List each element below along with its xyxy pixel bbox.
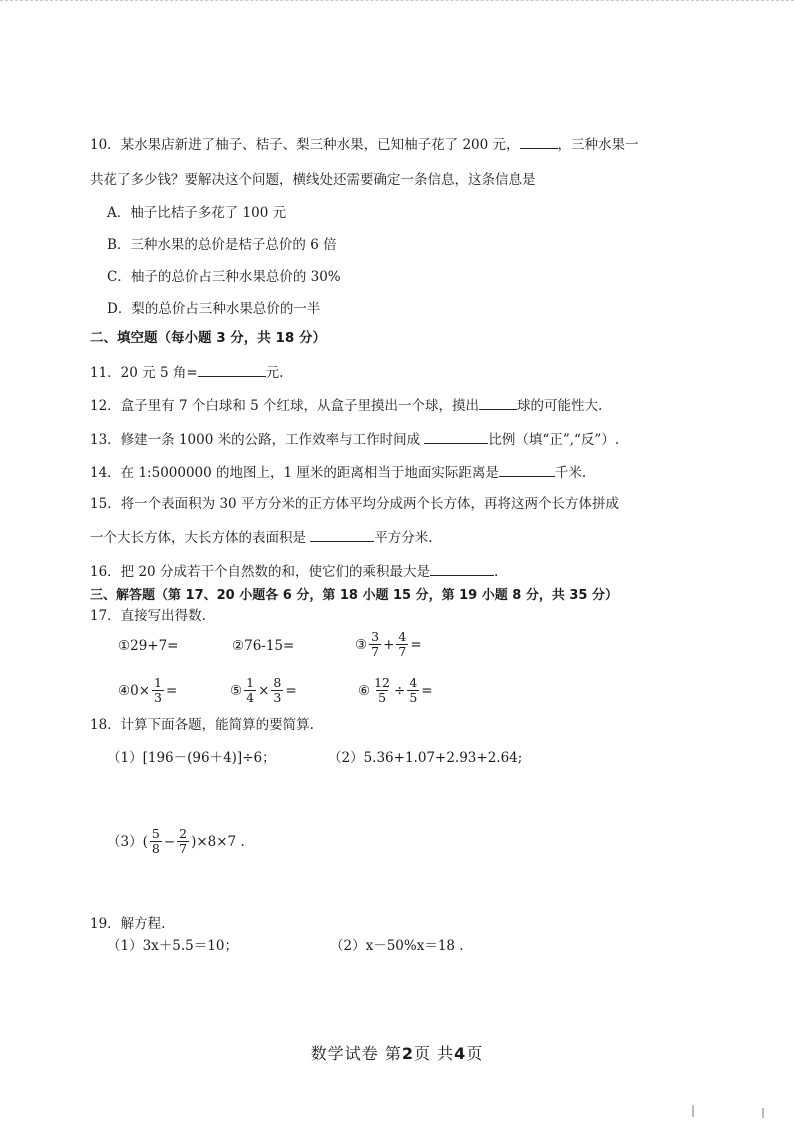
q19-title: 19．解方程.: [90, 916, 166, 932]
numerator: 8: [273, 675, 282, 690]
q17-item-5-label: ⑤: [230, 682, 243, 699]
fraction: [396, 630, 408, 659]
q16-blank: [430, 562, 494, 576]
q13-text-a: 13．修建一条 1000 米的公路，工作效率与工作时间成: [90, 432, 425, 448]
fraction: [271, 676, 283, 705]
q11-text-b: 元.: [265, 365, 284, 381]
operator: ÷: [394, 682, 406, 699]
denominator: 5: [378, 690, 387, 705]
q12-text-b: 球的可能性大.: [517, 398, 603, 414]
q15-line2: [90, 528, 433, 548]
q11-blank: [198, 363, 266, 377]
equals: =: [410, 636, 422, 653]
section-3-title: 三、解答题（第 17、20 小题各 6 分，第 18 小题 15 分，第 19 小题 8 分，共 35 分）: [90, 588, 618, 603]
scan-mark: [692, 1105, 694, 1117]
q13: [90, 430, 619, 450]
q10-option-d: D．梨的总价占三种水果总价的一半: [107, 301, 321, 317]
q17-item-1: ①29+7=: [118, 638, 179, 654]
q17-item-2: ②76-15=: [232, 638, 295, 654]
q19-part-2: （2）x－50%x＝18 .: [330, 938, 464, 954]
scan-mark: [762, 1108, 764, 1118]
numerator: 1: [154, 675, 162, 690]
numerator: 1: [246, 675, 255, 690]
q15-line1: 15．将一个表面积为 30 平方分米的正方体平均分成两个长方体，再将这两个长方体拼成: [90, 496, 619, 512]
q19-part-1: （1）3x＋5.5＝10；: [107, 938, 238, 954]
footer-page-number: 2: [401, 1044, 414, 1063]
q18-part-3-rest: )×8×7 .: [191, 833, 245, 850]
page-footer: [0, 1041, 794, 1064]
q10-text-b: ，三种水果一: [557, 137, 639, 153]
q13-blank: [424, 430, 488, 444]
equals: =: [165, 682, 178, 699]
fraction: [369, 630, 381, 659]
q12-text-a: 12．盒子里有 7 个白球和 5 个红球，从盒子里摸出一个球，摸出: [90, 398, 480, 414]
scan-top-edge: [0, 0, 794, 5]
footer-page-prefix: 第: [384, 1044, 402, 1063]
numerator: 4: [398, 629, 407, 644]
denominator: 7: [179, 841, 188, 856]
q16-text-a: 16．把 20 分成若干个自然数的和，使它们的乘积最大是: [90, 564, 430, 580]
q11-text-a: 11．20 元 5 角=: [90, 365, 198, 381]
q10-line2: 共花了多少钱？要解决这个问题，横线处还需要确定一条信息，这条信息是: [90, 172, 536, 188]
q14-blank: [499, 463, 555, 477]
denominator: 8: [151, 841, 160, 856]
q16: [90, 562, 498, 582]
q14-text-a: 14．在 1:5000000 的地图上，1 厘米的距离相当于地面实际距离是: [90, 465, 499, 481]
numerator: 12: [374, 675, 391, 690]
q15-text-b: 平方分米.: [374, 530, 433, 546]
operator: ×: [258, 682, 270, 699]
q18-title: 18．计算下面各题，能简算的要简算.: [90, 717, 314, 733]
q17-item-3: [355, 630, 422, 659]
q14-text-b: 千米.: [554, 465, 587, 481]
operator: +: [383, 636, 395, 653]
footer-subject: 数学试卷: [310, 1044, 379, 1063]
denominator: 5: [409, 690, 418, 705]
numerator: 3: [371, 629, 380, 644]
fraction: [407, 676, 419, 705]
q17-item-6-label: ⑥: [358, 682, 371, 699]
q12-blank: [479, 396, 517, 410]
footer-page-suffix: 页: [466, 1044, 484, 1063]
q18-part-3: [107, 827, 245, 856]
fraction: [152, 676, 164, 705]
numerator: 2: [179, 826, 188, 841]
q15-blank: [310, 528, 374, 542]
q13-text-b: 比例（填“正”,“反”）.: [488, 432, 620, 448]
fraction: [372, 676, 392, 705]
q17-item-4: [118, 676, 177, 705]
denominator: 3: [273, 690, 282, 705]
q10-option-a: A．柚子比桔子多花了 100 元: [107, 205, 287, 221]
q17-item-5: [230, 676, 297, 705]
numerator: 5: [151, 826, 160, 841]
denominator: 7: [398, 644, 407, 659]
q12: [90, 396, 602, 416]
q10-line1: [90, 135, 639, 155]
q10-blank: [520, 135, 558, 149]
operator: −: [163, 833, 176, 850]
fraction: [177, 827, 189, 856]
q18-part-1: （1）[196－(96＋4)]÷6；: [107, 750, 276, 766]
q17-item-4-label: ④: [118, 682, 131, 699]
q10-option-c: C．柚子的总价占三种水果总价的 30%: [107, 269, 341, 285]
q17-item-4-prefix: 0×: [130, 682, 151, 699]
denominator: 3: [154, 690, 162, 705]
q18-part-2: （2）5.36+1.07+2.93+2.64;: [328, 750, 523, 766]
q14: [90, 463, 586, 483]
fraction: [244, 676, 256, 705]
q15-text-a: 一个大长方体，大长方体的表面积是: [90, 530, 311, 546]
denominator: 4: [246, 690, 255, 705]
q18-part-3-label: （3）(: [107, 833, 148, 850]
q11: [90, 363, 283, 383]
q17-title: 17．直接写出得数.: [90, 608, 206, 624]
q17-item-3-label: ③: [355, 636, 368, 653]
q17-item-6: [358, 676, 433, 705]
fraction: [150, 827, 162, 856]
numerator: 4: [409, 675, 418, 690]
equals: =: [285, 682, 297, 699]
q10-text-a: 10．某水果店新进了柚子、桔子、梨三种水果，已知柚子花了 200 元，: [90, 137, 520, 153]
equals: =: [421, 682, 433, 699]
section-2-title: 二、填空题（每小题 3 分，共 18 分）: [90, 330, 326, 346]
q16-text-b: .: [493, 564, 499, 580]
footer-page-middle: 页 共: [414, 1044, 455, 1063]
footer-total-pages: 4: [454, 1044, 467, 1063]
q10-option-b: B．三种水果的总价是桔子总价的 6 倍: [107, 237, 337, 253]
denominator: 7: [371, 644, 380, 659]
